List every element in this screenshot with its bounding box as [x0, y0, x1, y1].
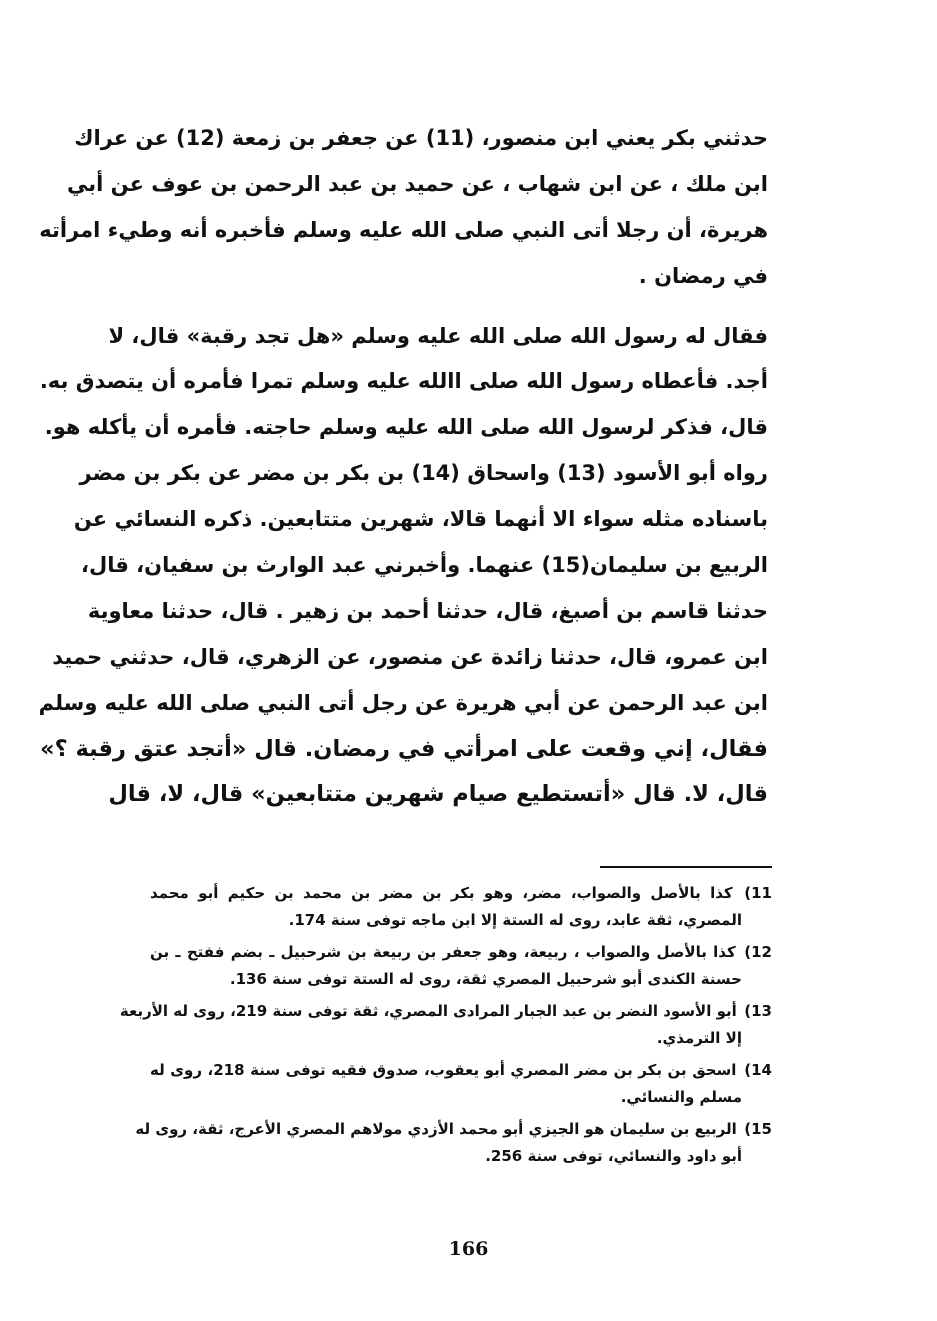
footnote-text: اسحق بن بكر بن مضر المصري أبو يعقوب، صدوق فقيه توفى سنة 218، روى له [150, 1061, 737, 1079]
footnotes [119, 880, 772, 1175]
text-line: في رمضان . [638, 263, 768, 288]
footnote [150, 1057, 772, 1111]
footnote-text: الربيع بن سليمان هو الجيزي أبو محمد الأزدي مولاهم المصري الأعرج، ثقة، روى له [135, 1120, 737, 1138]
footnote-text: أبو الأسود النضر بن عبد الجبار المرادى المصري، ثقة توفى سنة 219، روى له الأربعة [119, 1002, 737, 1020]
text-line: الربيع بن سليمان(15) عنهما. وأخبرني عبد الوارث بن سفيان، قال، [81, 553, 768, 578]
text-line: حدثنا قاسم بن أصبغ، قال، حدثنا أحمد بن زهير . قال، حدثنا معاوية [87, 598, 768, 623]
text-line: ابن ملك ، عن ابن شهاب ، عن حميد بن عبد الرحمن بن عوف عن أبي [67, 171, 768, 196]
text-line: هريرة، أن رجلا أتى النبي صلى الله عليه وسلم فأخبره أنه وطيء امرأته [39, 217, 768, 242]
footnote-text: إلا الترمذي. [656, 1029, 742, 1047]
text-line: باسناده مثله سواء الا أنهما قالا، شهرين متتابعين. ذكره النسائي عن [73, 507, 768, 532]
footnote-text: كذا بالأصل والصواب ، ربيعة، وهو جعفر بن ربيعة بن شرحبيل ـ بضم ففتح ـ بن [150, 943, 736, 961]
footnote-text: المصري، ثقة عابد، روى له الستة إلا ابن ماجه توفى سنة 174. [288, 911, 742, 929]
text-line: ابن عمرو، قال، حدثنا زائدة عن منصور، عن الزهري، قال، حدثني حميد [52, 644, 768, 669]
text-line: فقال له رسول الله صلى الله عليه وسلم «هل تجد رقبة» قال، لا [108, 323, 768, 348]
footnote-separator [600, 866, 772, 868]
footnote [135, 1116, 772, 1170]
footnote-text: حسنة الكندى أبو شرحبيل المصري ثقة، روى له الستة توفى سنة 136. [229, 970, 742, 988]
footnote [150, 880, 772, 934]
footnote-number: 13) [744, 1002, 772, 1020]
footnote-number: 14) [744, 1061, 772, 1079]
text-line: قال، فذكر لرسول الله صلى الله عليه وسلم حاجته. فأمره أن يأكله هو. [44, 415, 768, 440]
text-line: حدثني بكر يعني ابن منصور، (11) عن جعفر بن زمعة (12) عن عراك [74, 126, 768, 150]
footnote-number: 12) [744, 943, 772, 961]
page-number: 166 [448, 1238, 489, 1260]
footnote-text: مسلم والنسائي. [620, 1088, 742, 1106]
footnote [150, 939, 772, 993]
text-line: رواه أبو الأسود (13) واسحاق (14) بن بكر بن مضر عن بكر بن مضر [79, 461, 768, 486]
main-text [38, 116, 768, 818]
text-line: فقال، إني وقعت على امرأتي في رمضان. قال «أتجد عتق رقبة ؟» [40, 735, 768, 762]
footnote [119, 998, 772, 1052]
text-line: أجد. فأعطاه رسول الله صلى االله عليه وسلم تمرا فأمره أن يتصدق به. [39, 369, 768, 394]
text-line: ابن عبد الرحمن عن أبي هريرة عن رجل أتى النبي صلى الله عليه وسلم [38, 690, 768, 715]
footnote-text: كذا بالأصل والصواب، مضر، وهو بكر بن مضر بن محمد بن حكيم أبو محمد [150, 884, 733, 902]
footnote-number: 11) [744, 884, 772, 902]
text-line: قال، لا. قال «أتستطيع صيام شهرين متتابعين» قال، لا، قال [108, 781, 768, 808]
footnote-number: 15) [744, 1120, 772, 1138]
footnote-text: أبو داود والنسائي، توفى سنة 256. [485, 1147, 742, 1165]
